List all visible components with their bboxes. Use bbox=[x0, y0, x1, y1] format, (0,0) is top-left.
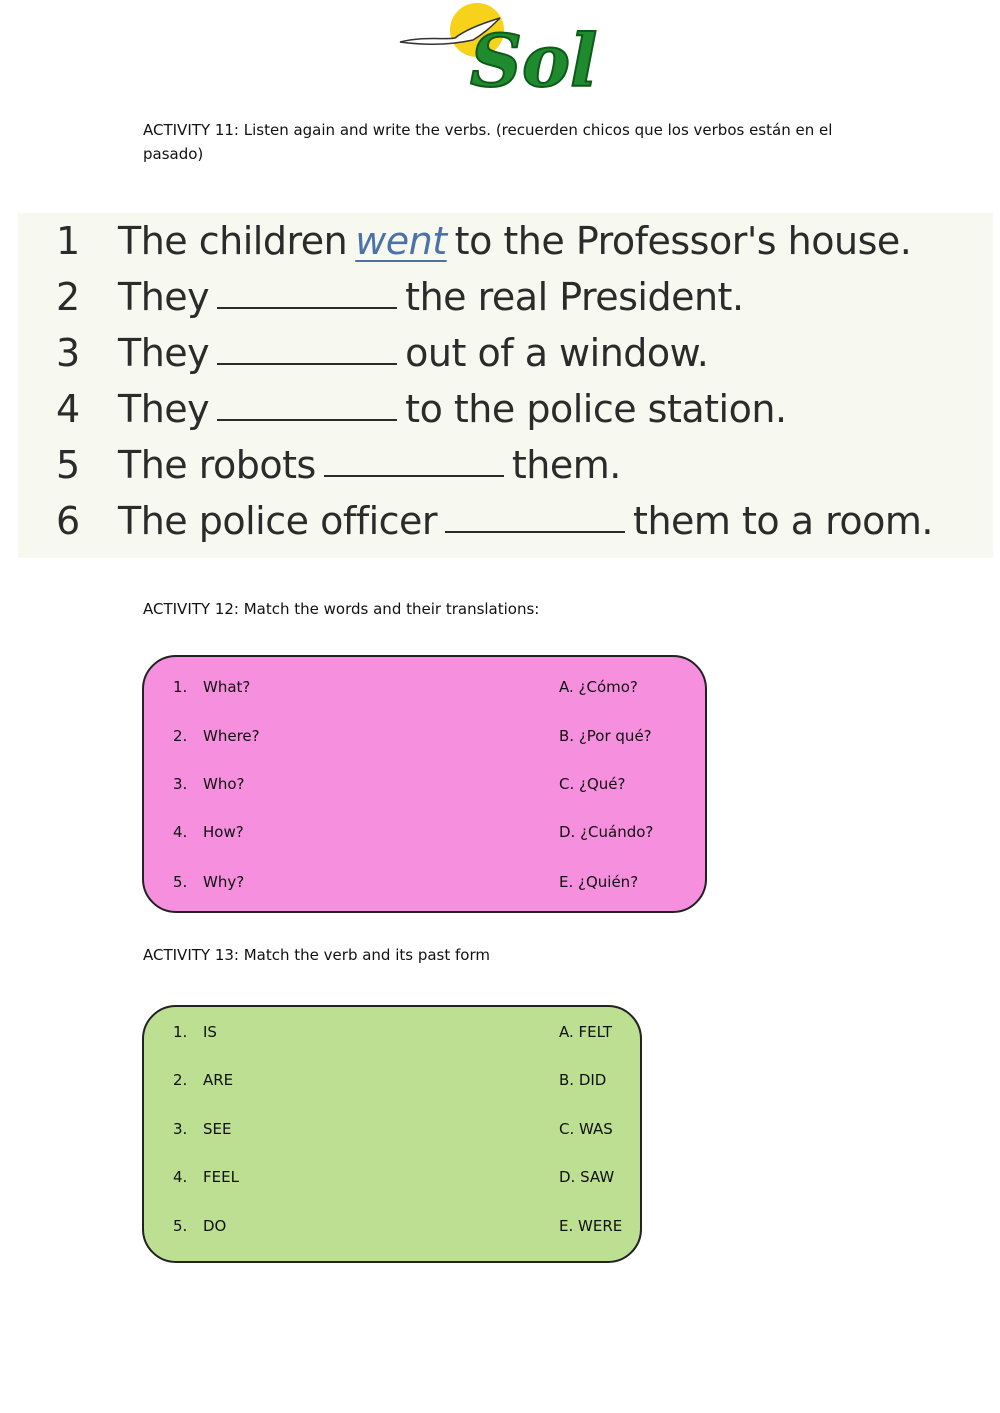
line-number: 2 bbox=[56, 275, 80, 319]
left-item-1[interactable]: 1. IS bbox=[173, 1023, 217, 1041]
line-text-after: them to a room. bbox=[633, 499, 933, 543]
line-number: 1 bbox=[56, 219, 80, 263]
sol-logo bbox=[395, 0, 610, 100]
exercise-line-4 bbox=[56, 381, 787, 437]
line-number: 4 bbox=[56, 387, 80, 431]
line-text-before: They bbox=[118, 387, 210, 431]
exercise-line-3 bbox=[56, 325, 708, 381]
line-number: 5 bbox=[56, 443, 80, 487]
right-item-b[interactable]: B. ¿Por qué? bbox=[559, 727, 652, 745]
activity-11-instruction: ACTIVITY 11: Listen again and write the verbs. (recuerden chicos que los verbos están en el pasado) bbox=[143, 121, 833, 163]
right-item-d[interactable]: D. ¿Cuándo? bbox=[559, 823, 654, 841]
right-item-e[interactable]: E. ¿Quién? bbox=[559, 873, 639, 891]
line-number: 6 bbox=[56, 499, 80, 543]
left-item-3[interactable]: 3. SEE bbox=[173, 1120, 232, 1138]
line-text-before: The children bbox=[118, 219, 348, 263]
answer-blank[interactable] bbox=[217, 389, 397, 421]
exercise-line-6 bbox=[56, 493, 933, 549]
answer-blank[interactable] bbox=[217, 333, 397, 365]
right-item-c[interactable]: C. ¿Qué? bbox=[559, 775, 626, 793]
left-item-2[interactable]: 2. Where? bbox=[173, 727, 260, 745]
right-item-a[interactable]: A. FELT bbox=[559, 1023, 613, 1041]
answer-blank[interactable] bbox=[445, 501, 625, 533]
activity-12-match-box bbox=[142, 655, 707, 913]
left-item-3[interactable]: 3. Who? bbox=[173, 775, 245, 793]
exercise-line-2 bbox=[56, 269, 744, 325]
answer-blank[interactable] bbox=[217, 277, 397, 309]
line-text-before: The robots bbox=[118, 443, 316, 487]
line-number: 3 bbox=[56, 331, 80, 375]
right-item-c[interactable]: C. WAS bbox=[559, 1120, 613, 1138]
line-text-after: the real President. bbox=[405, 275, 744, 319]
left-item-5[interactable]: 5. Why? bbox=[173, 873, 245, 891]
left-item-1[interactable]: 1. What? bbox=[173, 678, 251, 696]
left-item-2[interactable]: 2. ARE bbox=[173, 1071, 234, 1089]
line-text-after: out of a window. bbox=[405, 331, 709, 375]
right-item-d[interactable]: D. SAW bbox=[559, 1168, 615, 1186]
activity-11-exercise bbox=[18, 213, 993, 558]
right-item-e[interactable]: E. WERE bbox=[559, 1217, 623, 1235]
activity-12-instruction: ACTIVITY 12: Match the words and their translations: bbox=[143, 600, 540, 618]
right-item-b[interactable]: B. DID bbox=[559, 1071, 607, 1089]
line-text-after: to the Professor's house. bbox=[454, 219, 912, 263]
exercise-line-5 bbox=[56, 437, 621, 493]
logo-text: Sol bbox=[470, 18, 598, 100]
line-text-before: The police officer bbox=[118, 499, 438, 543]
exercise-line-1 bbox=[56, 213, 911, 269]
line-text-before: They bbox=[118, 275, 210, 319]
activity-13-instruction: ACTIVITY 13: Match the verb and its past form bbox=[143, 946, 490, 964]
answer-blank[interactable] bbox=[324, 445, 504, 477]
left-item-5[interactable]: 5. DO bbox=[173, 1217, 227, 1235]
right-item-a[interactable]: A. ¿Cómo? bbox=[559, 678, 638, 696]
line-text-before: They bbox=[118, 331, 210, 375]
line-text-after: them. bbox=[511, 443, 621, 487]
activity-13-match-box bbox=[142, 1005, 642, 1263]
left-item-4[interactable]: 4. FEEL bbox=[173, 1168, 239, 1186]
line-text-after: to the police station. bbox=[405, 387, 787, 431]
left-item-4[interactable]: 4. How? bbox=[173, 823, 244, 841]
answer-filled: went bbox=[355, 219, 447, 263]
